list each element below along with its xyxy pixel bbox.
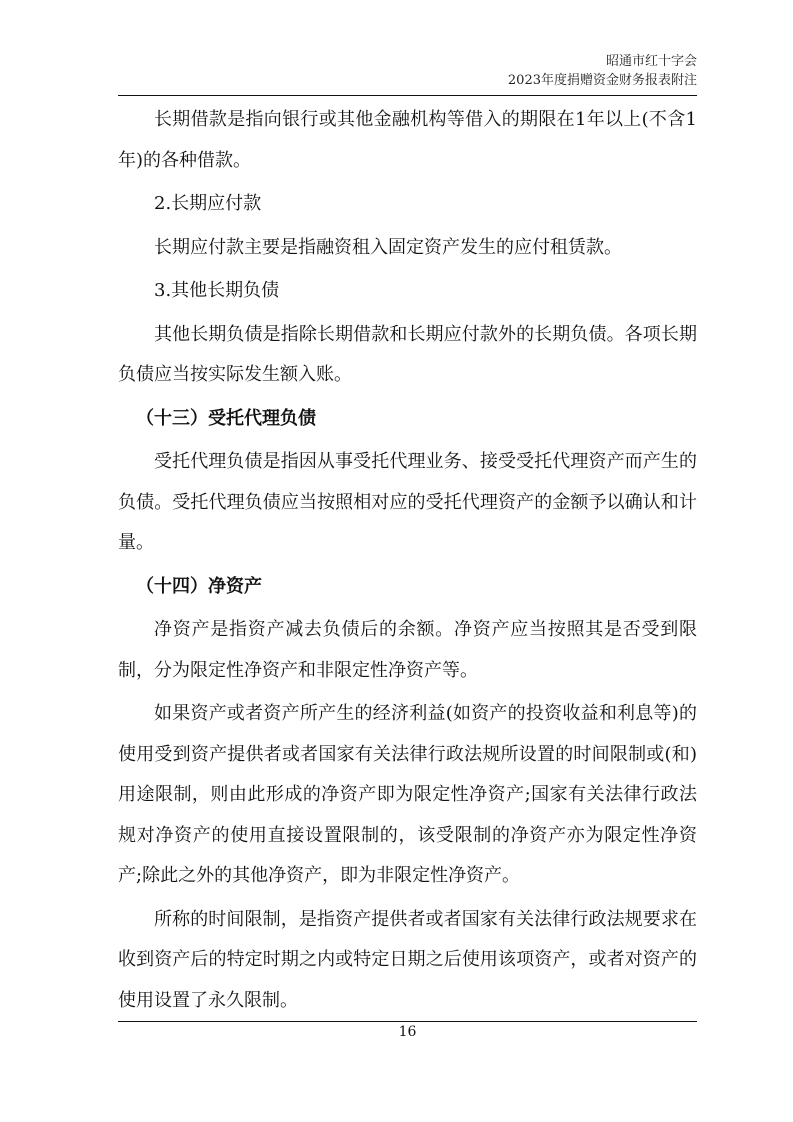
page-body: [118, 100, 697, 1024]
header-document-title: 2023年度捐赠资金财务报表附注: [507, 73, 697, 88]
page-header: [508, 52, 697, 90]
paragraph-net-assets: 净资产是指资产减去负债后的余额。净资产应当按照其是否受到限制，分为限定性净资产和非限定性净资产等。: [118, 619, 697, 681]
paragraph-time-restriction: 所称的时间限制，是指资产提供者或者国家有关法律行政法规要求在收到资产后的特定时期之内或特定日期之后使用该项资产，或者对资产的使用设置了永久限制。: [118, 908, 697, 1011]
header-rule: [118, 95, 697, 96]
footer-rule: [118, 1021, 697, 1022]
paragraph-entrusted-liabilities: 受托代理负债是指因从事受托代理业务、接受受托代理资产而产生的负债。受托代理负债应当按照相对应的受托代理资产的金额予以确认和计量。: [118, 451, 697, 553]
paragraph-restricted-net-assets: 如果资产或者资产所产生的经济利益(如资产的投资收益和利息等)的使用受到资产提供者或者国家有关法律行政法规所设置的时间限制或(和)用途限制，则由此形成的净资产即为限定性净资产;国家有关法律行政法规对净资产的使用直接设置限制的，该受限制的净资产亦为限定性净资产;除此之外的其他净资产，即为非限定性净资产。: [118, 703, 697, 886]
page-number: 16: [398, 1024, 417, 1040]
section-heading-14: （十四）净资产: [136, 575, 262, 597]
section-heading-13: （十三）受托代理负债: [136, 407, 316, 429]
subheading-long-term-payables: 2.长期应付款: [154, 193, 262, 214]
subheading-other-long-term-liabilities: 3.其他长期负债: [154, 280, 280, 301]
header-organization: 昭通市红十字会: [605, 54, 697, 69]
paragraph-other-long-term-liabilities: 其他长期负债是指除长期借款和长期应付款外的长期负债。各项长期负债应当按实际发生额入账。: [118, 323, 697, 385]
paragraph-long-term-payables: 长期应付款主要是指融资租入固定资产发生的应付租赁款。: [154, 236, 622, 258]
paragraph-long-term-loans: 长期借款是指向银行或其他金融机构等借入的期限在1年以上(不含1年)的各种借款。: [118, 109, 697, 171]
